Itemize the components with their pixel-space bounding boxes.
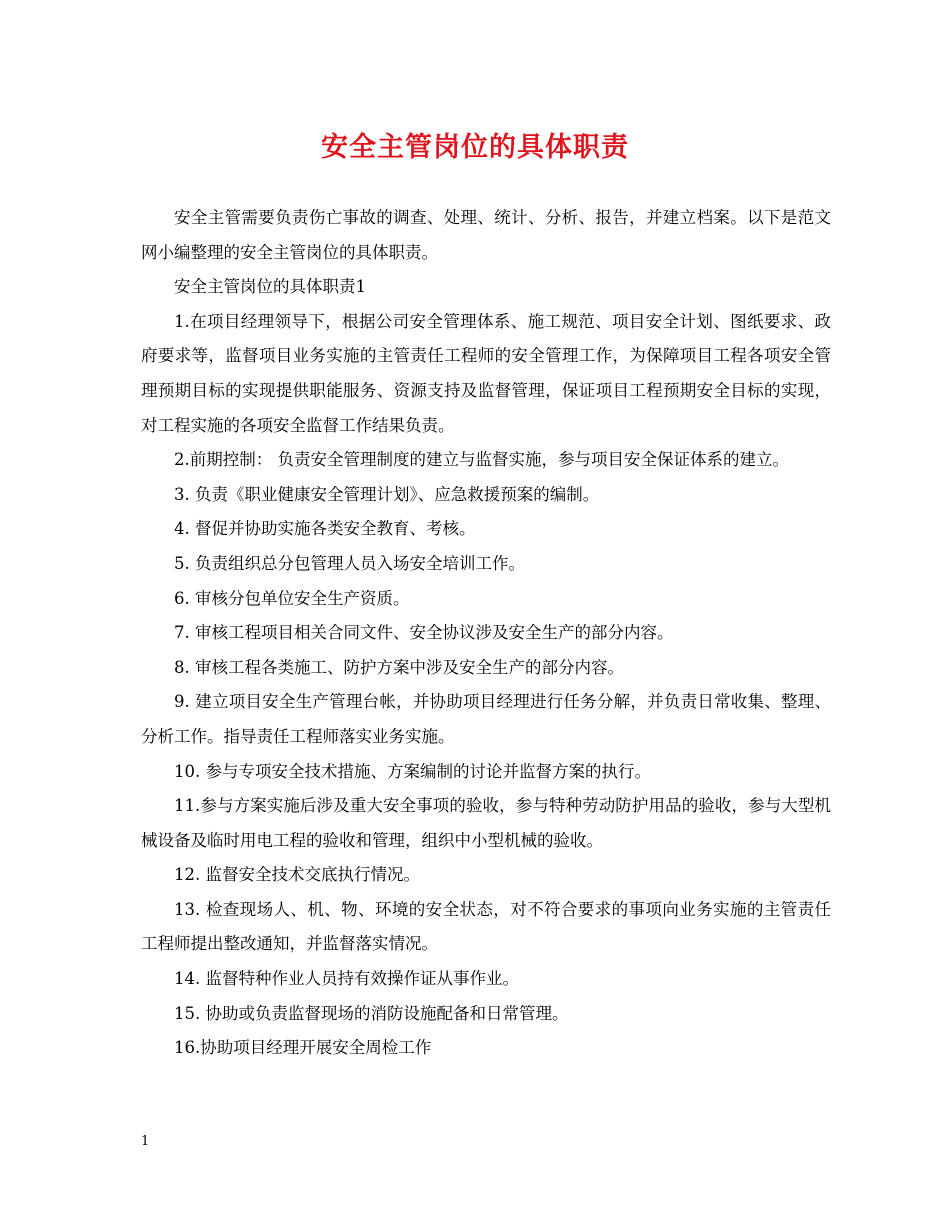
duty-item-12: 12. 监督安全技术交底执行情况。 <box>174 865 420 885</box>
duty-item-13: 13. 检查现场人、机、物、环境的安全状态，对不符合要求的事项向业务实施的主管责任工程师提出整改通知，并监督落实情况。 <box>141 899 831 954</box>
duty-item-3: 3. 负责《职业健康安全管理计划》、应急救援预案的编制。 <box>174 484 600 504</box>
duty-item-11: 11.参与方案实施后涉及重大安全事项的验收，参与特种劳动防护用品的验收，参与大型机械设备及临时用电工程的验收和管理，组织中小型机械的验收。 <box>141 796 831 850</box>
document-body <box>141 201 831 1066</box>
duty-item-1: 1.在项目经理领导下，根据公司安全管理体系、施工规范、项目安全计划、图纸要求、政府要求等，监督项目业务实施的主管责任工程师的安全管理工作，为保障项目工程各项安全管理预期目标的实现提供职能服务、资源支持及监督管理，保证项目工程预期安全目标的实现，对工程实施的各项安全监督工作结果负责。 <box>141 311 831 435</box>
duty-item-9: 9. 建立项目安全生产管理台帐，并协助项目经理进行任务分解，并负责日常收集、整理、分析工作。指导责任工程师落实业务实施。 <box>141 692 831 746</box>
duty-item-15: 15. 协助或负责监督现场的消防设施配备和日常管理。 <box>174 1003 569 1023</box>
duty-item-6: 6. 审核分包单位安全生产资质。 <box>174 588 410 608</box>
intro-paragraph: 安全主管需要负责伤亡事故的调查、处理、统计、分析、报告，并建立档案。以下是范文网小编整理的安全主管岗位的具体职责。 <box>141 208 831 262</box>
duty-item-8: 8. 审核工程各类施工、防护方案中涉及安全生产的部分内容。 <box>174 657 624 677</box>
duty-item-10: 10. 参与专项安全技术措施、方案编制的讨论并监督方案的执行。 <box>174 761 651 781</box>
duty-item-14: 14. 监督特种作业人员持有效操作证从事作业。 <box>174 969 519 989</box>
document-title: 安全主管岗位的具体职责 <box>321 132 629 163</box>
duty-item-5: 5. 负责组织总分包管理人员入场安全培训工作。 <box>174 553 525 573</box>
duty-item-16: 16.协助项目经理开展安全周检工作 <box>174 1038 432 1058</box>
page-number: 1 <box>141 1134 150 1149</box>
duty-item-7: 7. 审核工程项目相关合同文件、安全协议涉及安全生产的部分内容。 <box>174 623 674 643</box>
section-heading: 安全主管岗位的具体职责1 <box>174 277 366 297</box>
duty-item-4: 4. 督促并协助实施各类安全教育、考核。 <box>174 519 476 539</box>
duty-item-2: 2.前期控制： 负责安全管理制度的建立与监督实施，参与项目安全保证体系的建立。 <box>174 450 789 470</box>
